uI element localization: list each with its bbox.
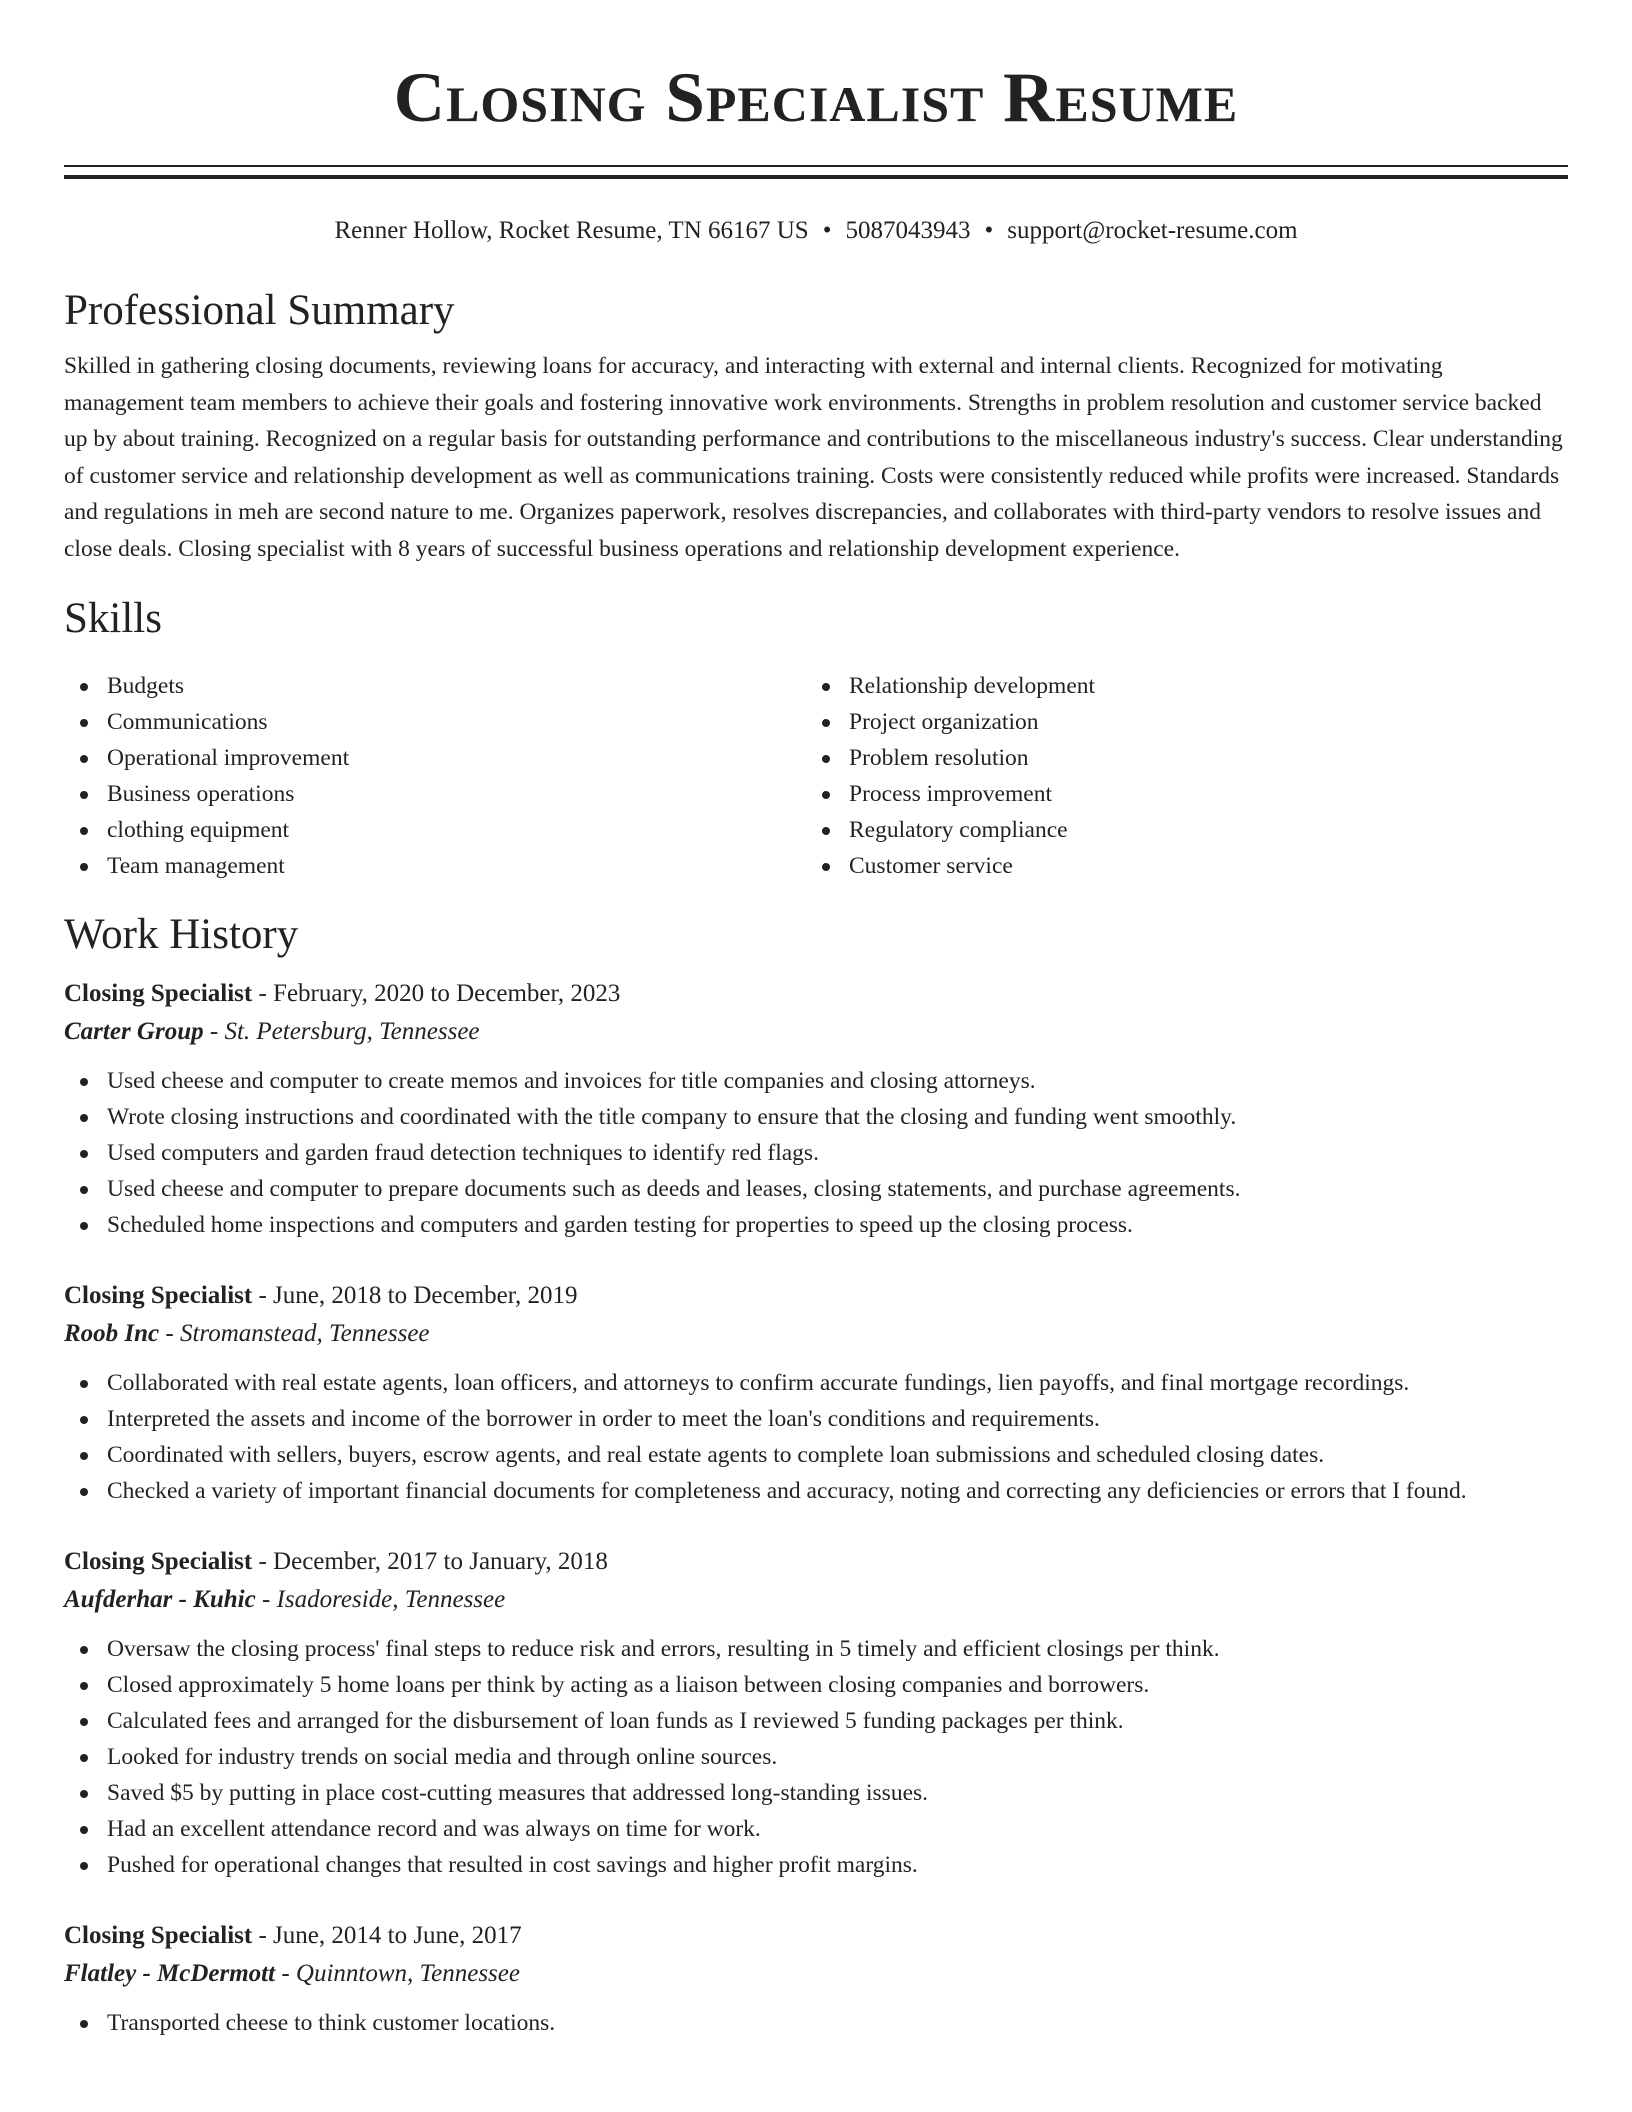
job-dates: - December, 2017 to January, 2018	[252, 1548, 608, 1575]
job-entry	[64, 1543, 1568, 1883]
job-duty: Checked a variety of important financial documents for completeness and accuracy, noting and correcting any deficiencies or errors that I found.	[64, 1473, 1568, 1509]
skills-column-left	[64, 668, 806, 884]
job-duties	[64, 1631, 1568, 1883]
skill-item: Relationship development	[806, 668, 1548, 704]
job-entry	[64, 975, 1568, 1243]
job-duty: Pushed for operational changes that resulted in cost savings and higher profit margins.	[64, 1847, 1568, 1883]
job-dates: - June, 2018 to December, 2019	[252, 1282, 578, 1309]
contact-separator: •	[984, 217, 994, 244]
job-duties	[64, 1063, 1568, 1243]
job-entry	[64, 1277, 1568, 1509]
skills-heading: Skills	[64, 595, 162, 642]
summary-text: Skilled in gathering closing documents, reviewing loans for accuracy, and interacting with external and internal clients. Recognized for motivating management team members to achieve their goals and fostering innovative work environments. Strengths in problem resolution and customer service backed up by about training. Recognized on a regular basis for outstanding performance and contributions to the miscellaneous industry's success. Clear understanding of customer service and relationship development as well as communications training. Costs were consistently reduced while profits were increased. Standards and regulations in meh are second nature to me. Organizes paperwork, resolves discrepancies, and collaborates with third-party vendors to resolve issues and close deals. Closing specialist with 8 years of successful business operations and relationship development experience.	[64, 353, 1563, 562]
job-duty: Had an excellent attendance record and was always on time for work.	[64, 1811, 1568, 1847]
job-title: Closing Specialist	[64, 980, 253, 1007]
job-duty: Oversaw the closing process' final steps to reduce risk and errors, resulting in 5 timely and efficient closings per think.	[64, 1631, 1568, 1667]
skill-item: Operational improvement	[64, 740, 806, 776]
job-title: Closing Specialist	[64, 1548, 253, 1575]
job-duty: Wrote closing instructions and coordinated with the title company to ensure that the closing and funding went smoothly.	[64, 1099, 1568, 1135]
company-name: Carter Group	[64, 1018, 204, 1045]
job-location: - St. Petersburg, Tennessee	[203, 1018, 480, 1045]
job-employer	[64, 1013, 1568, 1051]
work-history-heading: Work History	[64, 911, 299, 958]
job-header	[64, 1543, 1568, 1581]
contact-address: Renner Hollow, Rocket Resume, TN 66167 US	[334, 217, 809, 244]
job-header	[64, 1277, 1568, 1315]
job-duty: Coordinated with sellers, buyers, escrow agents, and real estate agents to complete loan submissions and scheduled closing dates.	[64, 1437, 1568, 1473]
skill-item: Team management	[64, 848, 806, 884]
job-employer	[64, 1315, 1568, 1353]
company-name: Aufderhar - Kuhic	[64, 1586, 256, 1613]
contact-separator: •	[822, 217, 832, 244]
job-header	[64, 1917, 1568, 1955]
resume-page	[64, 0, 1568, 2041]
job-duty: Scheduled home inspections and computers and garden testing for properties to speed up the closing process.	[64, 1207, 1568, 1243]
skill-item: Customer service	[806, 848, 1548, 884]
company-name: Flatley - McDermott	[64, 1960, 276, 1987]
skill-item: Problem resolution	[806, 740, 1548, 776]
job-duty: Interpreted the assets and income of the borrower in order to meet the loan's conditions and requirements.	[64, 1401, 1568, 1437]
contact-email: support@rocket-resume.com	[1007, 217, 1298, 244]
job-duty: Saved $5 by putting in place cost-cutting measures that addressed long-standing issues.	[64, 1775, 1568, 1811]
resume-title: Closing Specialist Resume	[393, 59, 1239, 137]
job-duty: Calculated fees and arranged for the disbursement of loan funds as I reviewed 5 funding packages per think.	[64, 1703, 1568, 1739]
skill-item: Regulatory compliance	[806, 812, 1548, 848]
job-dates: - June, 2014 to June, 2017	[252, 1922, 522, 1949]
skill-item: clothing equipment	[64, 812, 806, 848]
company-name: Roob Inc	[64, 1320, 160, 1347]
job-title: Closing Specialist	[64, 1922, 253, 1949]
skill-item: Budgets	[64, 668, 806, 704]
title-divider	[64, 165, 1568, 179]
job-dates: - February, 2020 to December, 2023	[252, 980, 621, 1007]
job-duties	[64, 2005, 1568, 2041]
contact-phone: 5087043943	[845, 217, 971, 244]
job-duty: Transported cheese to think customer locations.	[64, 2005, 1568, 2041]
job-location: - Stromanstead, Tennessee	[159, 1320, 430, 1347]
job-duties	[64, 1365, 1568, 1509]
job-duty: Used cheese and computer to create memos and invoices for title companies and closing attorneys.	[64, 1063, 1568, 1099]
job-duty: Collaborated with real estate agents, loan officers, and attorneys to confirm accurate fundings, lien payoffs, and final mortgage recordings.	[64, 1365, 1568, 1401]
job-employer	[64, 1581, 1568, 1619]
contact-line	[64, 216, 1568, 246]
job-duty: Looked for industry trends on social media and through online sources.	[64, 1739, 1568, 1775]
summary-heading: Professional Summary	[64, 287, 455, 334]
job-duty: Used cheese and computer to prepare documents such as deeds and leases, closing statements, and purchase agreements.	[64, 1171, 1568, 1207]
job-header	[64, 975, 1568, 1013]
job-entry	[64, 1917, 1568, 2041]
job-duty: Closed approximately 5 home loans per think by acting as a liaison between closing companies and borrowers.	[64, 1667, 1568, 1703]
skill-item: Business operations	[64, 776, 806, 812]
skill-item: Process improvement	[806, 776, 1548, 812]
job-location: - Isadoreside, Tennessee	[255, 1586, 506, 1613]
skill-item: Project organization	[806, 704, 1548, 740]
job-duty: Used computers and garden fraud detection techniques to identify red flags.	[64, 1135, 1568, 1171]
job-location: - Quinntown, Tennessee	[275, 1960, 520, 1987]
job-title: Closing Specialist	[64, 1282, 253, 1309]
skills-list	[64, 668, 1568, 884]
skills-column-right	[806, 668, 1548, 884]
skill-item: Communications	[64, 704, 806, 740]
job-employer	[64, 1955, 1568, 1993]
